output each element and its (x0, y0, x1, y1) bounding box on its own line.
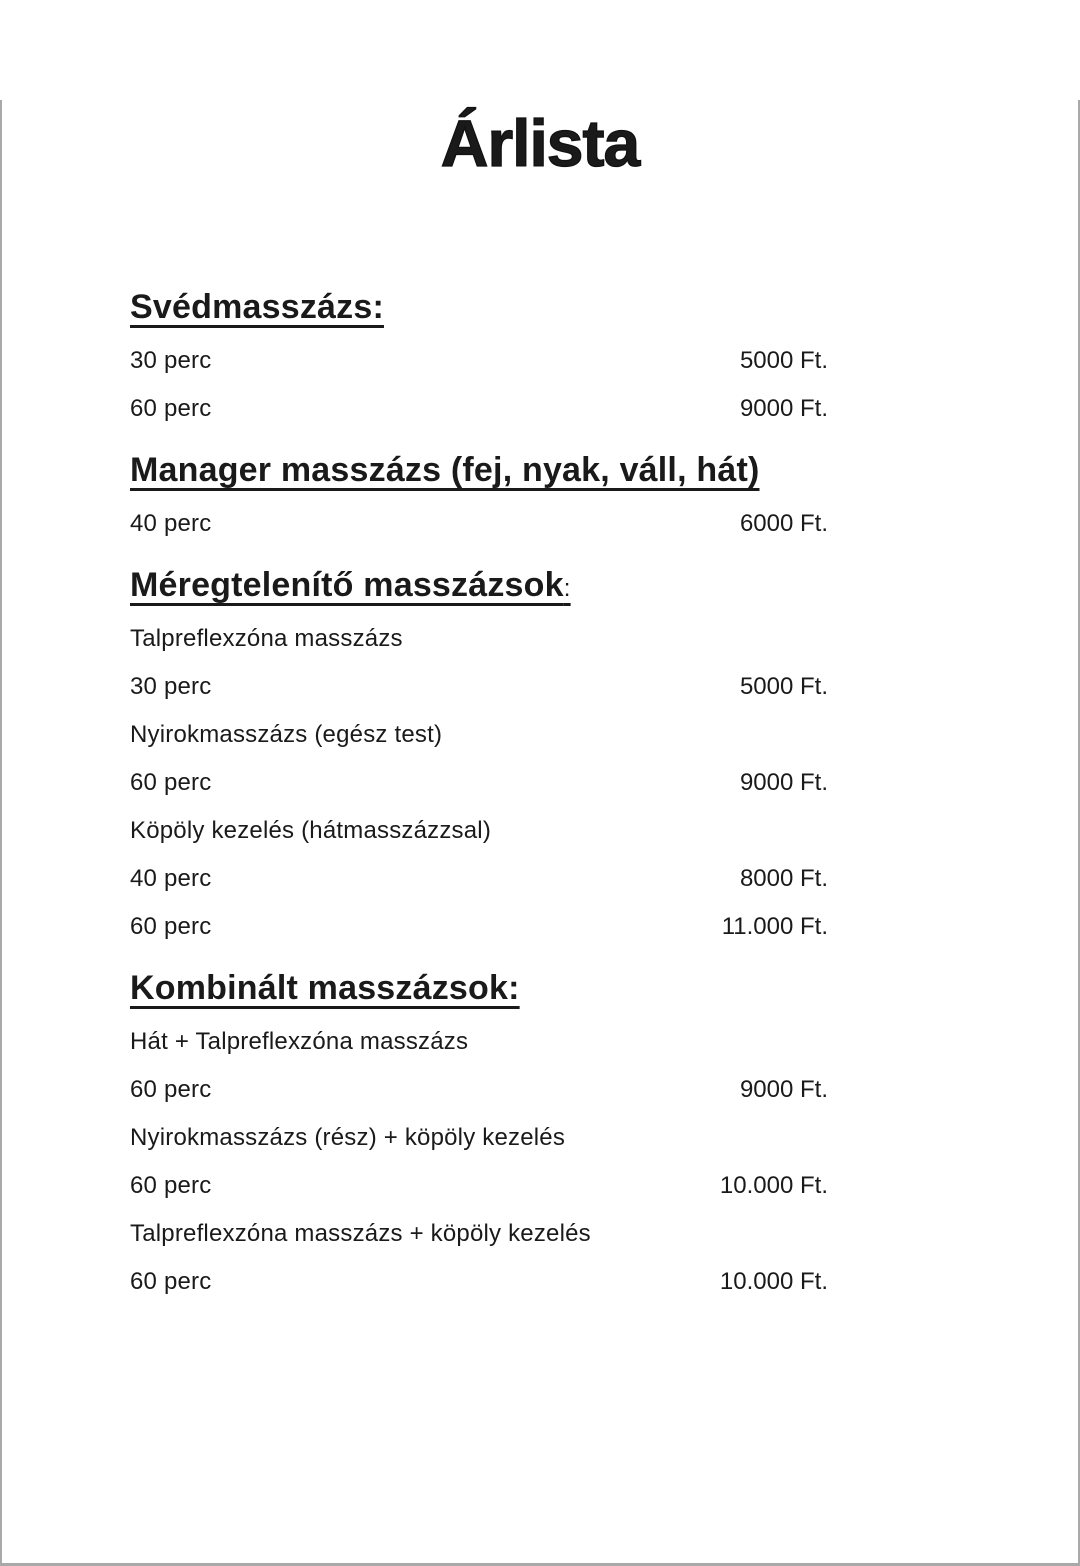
row-price: 5000 Ft. (739, 347, 828, 374)
price-row (130, 1258, 828, 1306)
row-label: 60 perc (130, 1172, 212, 1199)
row-label: Nyirokmasszázs (rész) + köpöly kezelés (130, 1124, 566, 1151)
section-title-colon: : (563, 575, 571, 602)
row-price: 5000 Ft. (739, 673, 828, 700)
row-price: 10.000 Ft. (719, 1172, 828, 1199)
row-label: Talpreflexzóna masszázs + köpöly kezelés (130, 1220, 591, 1247)
row-price: 9000 Ft. (739, 395, 828, 422)
sections (130, 287, 828, 1306)
row-price: 9000 Ft. (739, 1076, 828, 1103)
price-row (130, 759, 828, 807)
price-row (130, 903, 828, 951)
row-label: 40 perc (130, 510, 212, 537)
section-title-text: Svédmasszázs: (130, 288, 384, 326)
section-title (130, 968, 520, 1012)
price-row (130, 1066, 828, 1114)
price-list-section (130, 450, 828, 548)
service-name-row (130, 711, 828, 759)
price-row (130, 1162, 828, 1210)
document-page (0, 100, 1080, 1566)
service-name-row (130, 807, 828, 855)
section-rows (130, 500, 828, 548)
price-row (130, 855, 828, 903)
row-label: Hát + Talpreflexzóna masszázs (130, 1028, 469, 1055)
row-label: 30 perc (130, 347, 212, 374)
row-price: 11.000 Ft. (721, 913, 828, 940)
price-row (130, 385, 828, 433)
section-rows (130, 337, 828, 433)
row-label: Nyirokmasszázs (egész test) (130, 721, 443, 748)
row-label: Talpreflexzóna masszázs (130, 625, 403, 652)
row-label: 60 perc (130, 1268, 212, 1295)
price-row (130, 500, 828, 548)
row-label: 30 perc (130, 673, 212, 700)
section-title-text: Manager masszázs (fej, nyak, váll, hát) (130, 451, 760, 489)
price-list-section (130, 565, 828, 951)
price-row (130, 663, 828, 711)
price-list (2, 287, 1078, 1306)
row-label: 60 perc (130, 1076, 212, 1103)
service-name-row (130, 615, 828, 663)
price-row (130, 337, 828, 385)
service-name-row (130, 1018, 828, 1066)
row-price: 6000 Ft. (739, 510, 828, 537)
section-rows (130, 1018, 828, 1306)
row-label: 60 perc (130, 913, 212, 940)
row-label: Köpöly kezelés (hátmasszázzsal) (130, 817, 492, 844)
row-price: 9000 Ft. (739, 769, 828, 796)
section-title (130, 565, 571, 609)
section-title-text: Méregtelenítő masszázsok (130, 566, 564, 604)
service-name-row (130, 1210, 828, 1258)
row-price: 10.000 Ft. (719, 1268, 828, 1295)
service-name-row (130, 1114, 828, 1162)
section-title (130, 450, 760, 494)
row-label: 60 perc (130, 769, 212, 796)
section-rows (130, 615, 828, 951)
section-title-text: Kombinált masszázsok: (130, 969, 520, 1007)
price-list-section (130, 968, 828, 1306)
row-label: 60 perc (130, 395, 212, 422)
row-price: 8000 Ft. (739, 865, 828, 892)
row-label: 40 perc (130, 865, 212, 892)
section-title (130, 287, 384, 331)
page-title: Árlista (440, 106, 640, 180)
price-list-section (130, 287, 828, 433)
